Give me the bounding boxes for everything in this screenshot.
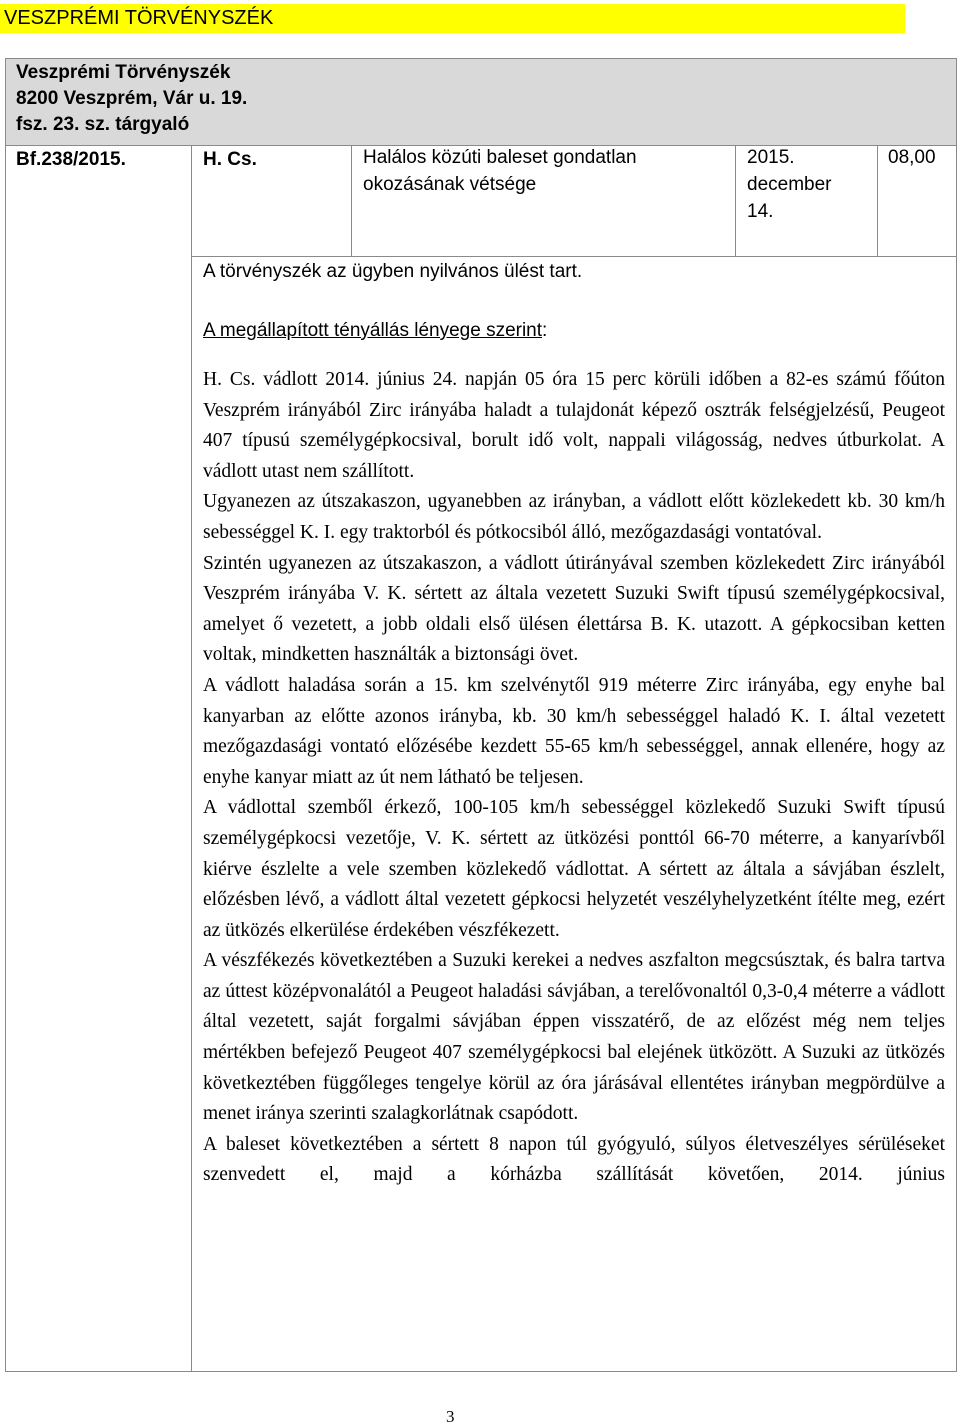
case-number: Bf.238/2015. — [16, 149, 126, 170]
charge-line-2: okozásának vétsége — [363, 174, 537, 195]
charge-line-1: Halálos közúti baleset gondatlan — [363, 147, 637, 168]
hearing-time: 08,00 — [888, 147, 936, 168]
table-divider — [877, 146, 878, 256]
facts-heading — [203, 317, 547, 344]
table-divider — [191, 256, 957, 257]
court-address-block — [16, 60, 247, 138]
facts-paragraph: Ugyanezen az útszakaszon, ugyanebben az irányban, a vádlott előtt közlekedett kb. 30 km/h sebességgel K. I. egy traktorból és pótkocsiból álló, mezőgazdasági vontatóval. — [203, 491, 945, 543]
facts-paragraph: A vészfékezés következtében a Suzuki kerekei a nedves aszfalton megcsúsztak, és balra tartva az úttest középvonalától a Peugeot haladási sávjában, a terelővonaltól 0,3-0,4 méterre a vádlott által vezetett, saját forgalmi sávjában éppen visszatérő, de az előzést még nem teljes mértékben befejező Peugeot 407 személygépkocsi bal elejének ütközött. A Suzuki az ütközés következtében függőleges tengelye körül az óra járásával ellentétes irányban megpördülve a menet iránya szerinti szalagkorlátnak csapódott. — [203, 950, 945, 1125]
defendant-initials: H. Cs. — [203, 149, 257, 170]
date-month: december — [747, 174, 832, 195]
table-divider — [351, 146, 352, 256]
facts-paragraph: A baleset következtében a sértett 8 napon túl gyógyuló, súlyos életveszélyes sérüléseket szenvedett el, majd a kórházba szállítását követően, 2014. június — [203, 1133, 945, 1186]
facts-paragraph: H. Cs. vádlott 2014. június 24. napján 05 óra 15 perc körüli időben a 82-es számú főúton Veszprém irányából Zirc irányába haladt a tulajdonát képező osztrák felségjelzésű, Peugeot 407 típusú személygépkocsival, borult idő volt, nappali világosság, nedves útburkolat. A vádlott utast nem szállított. — [203, 369, 945, 482]
facts-paragraph: Szintén ugyanezen az útszakaszon, a vádlott útirányával szemben közlekedett Zirc irányából Veszprém irányába V. K. sértett az általa vezetett Suzuki Swift típusú személygépkocsival, amelyet ő vezetett, a jobb oldali első ülésen élettársa B. K. utazott. A gépkocsiban ketten voltak, mindketten használták a biztonsági övet. — [203, 552, 945, 666]
facts-paragraph: A vádlottal szemből érkező, 100-105 km/h sebességgel közlekedő Suzuki Swift típusú személygépkocsi vezetője, V. K. sértett az ütközési ponttól 66-70 méterre, a kanyarívből kiérve észlelte a vele szemben közlekedő vádlottat. A sértett az általa a sávjában észlelt, előzésben lévő, a vádlott által vezetett gépkocsi helyzetét veszélyhelyzetként ítélte meg, ezért az ütközés elkerülése érdekében vészfékezett. — [203, 797, 945, 941]
hearing-date — [747, 144, 832, 225]
date-day: 14. — [747, 201, 774, 222]
court-name: Veszprémi Törvényszék — [16, 62, 231, 83]
facts-heading-text: A megállapított tényállás lényege szerint — [203, 320, 543, 341]
court-address: 8200 Veszprém, Vár u. 19. — [16, 88, 248, 109]
charge-description — [363, 144, 637, 198]
court-banner: VESZPRÉMI TÖRVÉNYSZÉK — [0, 4, 905, 33]
facts-heading-colon: : — [542, 320, 548, 341]
table-divider — [191, 146, 192, 1372]
page-number: 3 — [446, 1407, 455, 1426]
facts-body — [203, 365, 945, 1191]
public-hearing-note: A törvényszék az ügyben nyilvános ülést tart. — [203, 261, 583, 282]
date-year: 2015. — [747, 147, 795, 168]
court-room: fsz. 23. sz. tárgyaló — [16, 114, 190, 135]
table-divider — [735, 146, 736, 256]
facts-paragraph: A vádlott haladása során a 15. km szelvénytől 919 méterre Zirc irányába, egy enyhe bal kanyarban az előtte azonos irányba, kb. 30 km/h sebességgel haladó K. I. által vezetett mezőgazdasági vontató előzésébe kezdett 55-65 km/h sebességgel, annak ellenére, hogy az enyhe kanyar miatt az út nem látható be teljesen. — [203, 674, 945, 788]
